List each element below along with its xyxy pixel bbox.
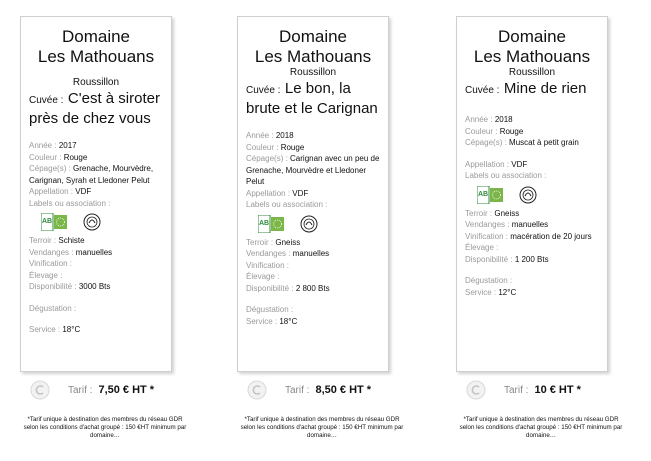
cuvee-label: Cuvée :: [246, 85, 281, 96]
association-logo: [83, 213, 101, 231]
degustation-row: Dégustation :: [246, 305, 294, 314]
terroir-row: Terroir : Gneiss: [465, 208, 520, 218]
vinification-row: Vinification :: [29, 259, 72, 268]
label-logos: [246, 215, 380, 233]
price-row: [20, 378, 220, 402]
association-logo: [300, 215, 318, 233]
price-note: *Tarif unique à destination des membres du réseau GDR selon les conditions d'achat groupé : 150 €HT minimum par domaine…: [240, 416, 404, 439]
wine-card-1: [20, 16, 172, 372]
fields: [246, 130, 380, 327]
svg-text:AB: AB: [258, 219, 270, 227]
service-row: Service : 18°C: [29, 325, 81, 334]
domain-title: Domaine Les Mathouans: [37, 27, 155, 66]
elevage-row: Élevage :: [29, 270, 63, 280]
disponibilite-row: Disponibilité : 3000 Bts: [29, 282, 111, 291]
appellation-row: Appellation : VDF: [29, 187, 92, 196]
cepage-row: Cépage(s) : Muscat à petit grain: [465, 138, 579, 147]
tarif-label: Tarif :: [285, 384, 310, 396]
wine-card-3: [456, 16, 608, 372]
vinification-row: Vinification : macération de 20 jours: [465, 231, 592, 241]
price-value: 7,50 € HT *: [98, 384, 155, 396]
label-logos: [465, 186, 599, 204]
annee-row: Année : 2018: [246, 131, 294, 140]
labels-row: Labels ou association :: [465, 171, 547, 180]
cuvee: [29, 90, 163, 128]
service-row: Service : 18°C: [246, 316, 298, 326]
ab-bio-logo: [477, 186, 503, 204]
terroir-row: Terroir : Schiste: [29, 236, 85, 245]
cuvee-name: Mine de rien: [503, 80, 587, 97]
association-logo: [519, 186, 537, 204]
wine-card-2: [237, 16, 389, 372]
label-logos: [29, 213, 163, 231]
region: Roussillon: [72, 77, 120, 88]
price-value: 8,50 € HT *: [315, 384, 372, 396]
vendanges-row: Vendanges : manuelles: [465, 220, 549, 229]
svg-text:AB: AB: [41, 218, 53, 225]
brand-logo-icon: [466, 380, 486, 400]
disponibilite-row: Disponibilité : 1 200 Bts: [465, 254, 549, 264]
degustation-row: Dégustation :: [465, 276, 513, 285]
cuvee-label: Cuvée :: [29, 95, 64, 106]
price-value: 10 € HT *: [534, 384, 581, 396]
vendanges-row: Vendanges : manuelles: [246, 249, 330, 258]
region: Roussillon: [289, 67, 337, 78]
cuvee-label: Cuvée :: [465, 85, 500, 96]
vendanges-row: Vendanges : manuelles: [29, 247, 113, 257]
cepage-row: Cépage(s) : Carignan avec un peu de Grenache, Mourvèdre et Lledoner Pelut: [246, 154, 380, 186]
ab-bio-logo: [258, 215, 284, 233]
price-block-1: [20, 378, 220, 440]
brand-logo-icon: [247, 380, 267, 400]
tarif-label: Tarif :: [504, 384, 529, 396]
price-note: *Tarif unique à destination des membres du réseau GDR selon les conditions d'achat groupé : 150 €HT minimum par domaine…: [23, 416, 187, 439]
terroir-row: Terroir : Gneiss: [246, 237, 301, 247]
fields: [465, 114, 599, 298]
cuvee: [465, 80, 599, 100]
cepage-row: Cépage(s) : Grenache, Mourvèdre, Carignan, Syrah et Lledoner Pelut: [29, 164, 154, 185]
labels-row: Labels ou association :: [246, 200, 328, 209]
cuvee-name: C'est à siroter près de chez vous: [29, 90, 160, 127]
elevage-row: Élevage :: [246, 272, 280, 281]
couleur-row: Couleur : Rouge: [246, 142, 305, 152]
service-row: Service : 12°C: [465, 287, 517, 297]
price-row: [456, 378, 651, 402]
annee-row: Année : 2018: [465, 115, 513, 124]
price-block-3: [456, 378, 651, 440]
cuvee-name: Le bon, la brute et le Carignan: [246, 80, 378, 117]
brand-logo-icon: [30, 380, 50, 400]
price-note: *Tarif unique à destination des membres du réseau GDR selon les conditions d'achat groupé : 150 €HT minimum par domaine…: [459, 416, 623, 439]
vinification-row: Vinification :: [246, 260, 289, 270]
price-block-2: [237, 378, 437, 440]
appellation-row: Appellation : VDF: [465, 159, 528, 169]
svg-text:AB: AB: [477, 190, 489, 198]
ab-bio-logo: [41, 213, 67, 231]
fields: [29, 140, 163, 336]
couleur-row: Couleur : Rouge: [29, 152, 88, 162]
tarif-label: Tarif :: [68, 384, 93, 396]
region: Roussillon: [508, 67, 556, 78]
labels-row: Labels ou association :: [29, 198, 111, 208]
disponibilite-row: Disponibilité : 2 800 Bts: [246, 283, 330, 293]
domain-title: Domaine Les Mathouans: [473, 27, 591, 66]
annee-row: Année : 2017: [29, 141, 77, 150]
elevage-row: Élevage :: [465, 243, 499, 252]
domain-title: Domaine Les Mathouans: [254, 27, 372, 66]
couleur-row: Couleur : Rouge: [465, 126, 524, 136]
degustation-row: Dégustation :: [29, 303, 77, 313]
price-row: [237, 378, 437, 402]
cuvee: [246, 80, 380, 118]
appellation-row: Appellation : VDF: [246, 188, 309, 198]
